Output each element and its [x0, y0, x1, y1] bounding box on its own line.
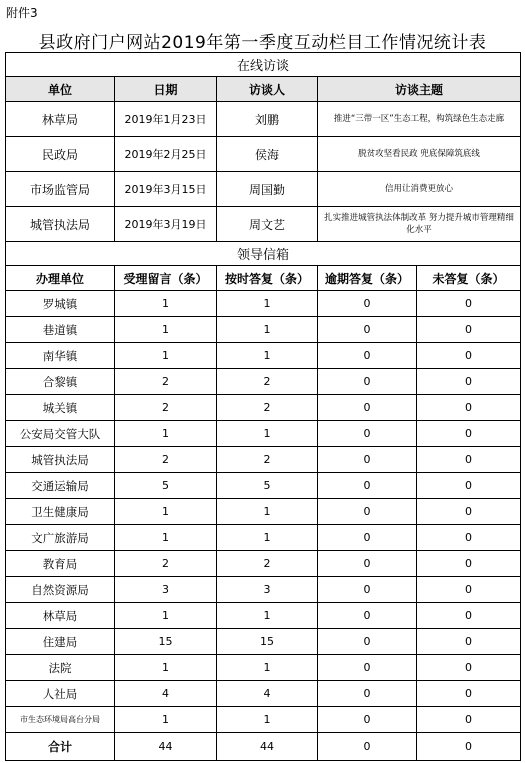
mailbox-row — [6, 499, 521, 525]
header-date: 日期 — [115, 77, 217, 102]
mailbox-header-row — [6, 266, 521, 291]
mailbox-overdue: 0 — [318, 447, 417, 473]
mailbox-unit: 巷道镇 — [6, 317, 115, 343]
mailbox-received: 15 — [115, 629, 217, 655]
mailbox-unit: 公安局交管大队 — [6, 421, 115, 447]
mailbox-row — [6, 291, 521, 317]
mailbox-on-time: 1 — [217, 655, 318, 681]
mailbox-on-time: 4 — [217, 681, 318, 707]
mailbox-on-time: 1 — [217, 317, 318, 343]
mailbox-unanswered: 0 — [417, 577, 521, 603]
mailbox-unit: 林草局 — [6, 603, 115, 629]
mailbox-row — [6, 369, 521, 395]
interview-date: 2019年1月23日 — [115, 102, 217, 137]
header-overdue: 逾期答复（条） — [318, 266, 417, 291]
mailbox-overdue: 0 — [318, 603, 417, 629]
mailbox-unanswered: 0 — [417, 447, 521, 473]
mailbox-received: 1 — [115, 525, 217, 551]
interview-topic: 信用让消费更放心 — [318, 172, 521, 207]
mailbox-unit: 合黎镇 — [6, 369, 115, 395]
mailbox-unit: 自然资源局 — [6, 577, 115, 603]
interview-date: 2019年2月25日 — [115, 137, 217, 172]
interview-row — [6, 102, 521, 137]
mailbox-overdue: 0 — [318, 395, 417, 421]
mailbox-unit: 市生态环境局高台分局 — [6, 707, 115, 733]
mailbox-overdue: 0 — [318, 577, 417, 603]
mailbox-received: 2 — [115, 369, 217, 395]
mailbox-row — [6, 629, 521, 655]
interview-row — [6, 207, 521, 242]
mailbox-unanswered: 0 — [417, 681, 521, 707]
mailbox-unit: 法院 — [6, 655, 115, 681]
mailbox-row — [6, 707, 521, 733]
mailbox-on-time: 3 — [217, 577, 318, 603]
interview-topic: 推进“三带一区”生态工程，构筑绿色生态走廊 — [318, 102, 521, 137]
mailbox-on-time: 1 — [217, 291, 318, 317]
section-title-leader-mailbox: 领导信箱 — [6, 242, 521, 266]
mailbox-unanswered: 0 — [417, 655, 521, 681]
mailbox-on-time: 1 — [217, 707, 318, 733]
mailbox-on-time: 1 — [217, 421, 318, 447]
interview-date: 2019年3月19日 — [115, 207, 217, 242]
mailbox-overdue: 0 — [318, 629, 417, 655]
mailbox-row — [6, 681, 521, 707]
interview-row — [6, 172, 521, 207]
mailbox-unanswered: 0 — [417, 707, 521, 733]
mailbox-on-time: 15 — [217, 629, 318, 655]
mailbox-received: 2 — [115, 395, 217, 421]
mailbox-on-time: 5 — [217, 473, 318, 499]
total-unanswered: 0 — [417, 733, 521, 761]
interview-date: 2019年3月15日 — [115, 172, 217, 207]
mailbox-row — [6, 343, 521, 369]
mailbox-unit: 文广旅游局 — [6, 525, 115, 551]
mailbox-overdue: 0 — [318, 421, 417, 447]
interview-person: 侯海 — [217, 137, 318, 172]
mailbox-overdue: 0 — [318, 473, 417, 499]
header-on-time: 按时答复（条） — [217, 266, 318, 291]
mailbox-received: 1 — [115, 603, 217, 629]
mailbox-overdue: 0 — [318, 551, 417, 577]
mailbox-unit: 罗城镇 — [6, 291, 115, 317]
header-unit: 单位 — [6, 77, 115, 102]
mailbox-received: 1 — [115, 343, 217, 369]
header-unanswered: 未答复（条） — [417, 266, 521, 291]
header-handling-unit: 办理单位 — [6, 266, 115, 291]
mailbox-received: 3 — [115, 577, 217, 603]
header-interviewee: 访谈人 — [217, 77, 318, 102]
mailbox-row — [6, 421, 521, 447]
section-title-online-interview: 在线访谈 — [6, 53, 521, 77]
mailbox-unit: 教育局 — [6, 551, 115, 577]
mailbox-on-time: 2 — [217, 447, 318, 473]
total-label: 合计 — [6, 733, 115, 761]
mailbox-unanswered: 0 — [417, 551, 521, 577]
mailbox-received: 5 — [115, 473, 217, 499]
interview-person: 刘鹏 — [217, 102, 318, 137]
interview-header-row — [6, 77, 521, 102]
mailbox-unanswered: 0 — [417, 369, 521, 395]
mailbox-received: 2 — [115, 447, 217, 473]
interview-person: 周国勤 — [217, 172, 318, 207]
mailbox-on-time: 1 — [217, 499, 318, 525]
mailbox-row — [6, 473, 521, 499]
interview-unit: 市场监管局 — [6, 172, 115, 207]
mailbox-received: 1 — [115, 655, 217, 681]
mailbox-row — [6, 395, 521, 421]
interview-unit: 城管执法局 — [6, 207, 115, 242]
mailbox-received: 1 — [115, 317, 217, 343]
mailbox-received: 1 — [115, 707, 217, 733]
mailbox-on-time: 2 — [217, 369, 318, 395]
interview-topic: 扎实推进城管执法体制改革 努力提升城市管理精细化水平 — [318, 207, 521, 242]
mailbox-received: 1 — [115, 421, 217, 447]
mailbox-overdue: 0 — [318, 369, 417, 395]
total-received: 44 — [115, 733, 217, 761]
mailbox-unanswered: 0 — [417, 629, 521, 655]
mailbox-unit: 城管执法局 — [6, 447, 115, 473]
mailbox-total-row — [6, 733, 521, 761]
mailbox-overdue: 0 — [318, 655, 417, 681]
mailbox-received: 1 — [115, 291, 217, 317]
mailbox-row — [6, 577, 521, 603]
mailbox-row — [6, 551, 521, 577]
header-topic: 访谈主题 — [318, 77, 521, 102]
mailbox-unanswered: 0 — [417, 499, 521, 525]
mailbox-received: 1 — [115, 499, 217, 525]
statistics-table — [5, 52, 521, 761]
page-title: 县政府门户网站2019年第一季度互动栏目工作情况统计表 — [38, 33, 487, 53]
total-on-time: 44 — [217, 733, 318, 761]
interview-unit: 林草局 — [6, 102, 115, 137]
total-overdue: 0 — [318, 733, 417, 761]
mailbox-unanswered: 0 — [417, 395, 521, 421]
mailbox-unit: 住建局 — [6, 629, 115, 655]
mailbox-overdue: 0 — [318, 499, 417, 525]
mailbox-unanswered: 0 — [417, 343, 521, 369]
mailbox-overdue: 0 — [318, 681, 417, 707]
mailbox-unanswered: 0 — [417, 603, 521, 629]
mailbox-overdue: 0 — [318, 525, 417, 551]
mailbox-row — [6, 447, 521, 473]
mailbox-unanswered: 0 — [417, 473, 521, 499]
mailbox-row — [6, 525, 521, 551]
mailbox-on-time: 1 — [217, 603, 318, 629]
mailbox-on-time: 1 — [217, 343, 318, 369]
mailbox-on-time: 2 — [217, 551, 318, 577]
interview-topic: 脱贫攻坚看民政 兜底保障筑底线 — [318, 137, 521, 172]
interview-person: 周文艺 — [217, 207, 318, 242]
mailbox-unit: 城关镇 — [6, 395, 115, 421]
mailbox-received: 2 — [115, 551, 217, 577]
mailbox-unanswered: 0 — [417, 317, 521, 343]
mailbox-overdue: 0 — [318, 317, 417, 343]
mailbox-unanswered: 0 — [417, 291, 521, 317]
mailbox-overdue: 0 — [318, 707, 417, 733]
mailbox-overdue: 0 — [318, 291, 417, 317]
mailbox-row — [6, 603, 521, 629]
mailbox-unit: 人社局 — [6, 681, 115, 707]
mailbox-unit: 卫生健康局 — [6, 499, 115, 525]
mailbox-unit: 交通运输局 — [6, 473, 115, 499]
mailbox-row — [6, 655, 521, 681]
mailbox-on-time: 1 — [217, 525, 318, 551]
mailbox-overdue: 0 — [318, 343, 417, 369]
interview-row — [6, 137, 521, 172]
mailbox-on-time: 2 — [217, 395, 318, 421]
mailbox-unanswered: 0 — [417, 421, 521, 447]
header-received: 受理留言（条） — [115, 266, 217, 291]
mailbox-row — [6, 317, 521, 343]
interview-unit: 民政局 — [6, 137, 115, 172]
annex-label: 附件3 — [6, 6, 38, 20]
mailbox-unanswered: 0 — [417, 525, 521, 551]
mailbox-received: 4 — [115, 681, 217, 707]
mailbox-unit: 南华镇 — [6, 343, 115, 369]
